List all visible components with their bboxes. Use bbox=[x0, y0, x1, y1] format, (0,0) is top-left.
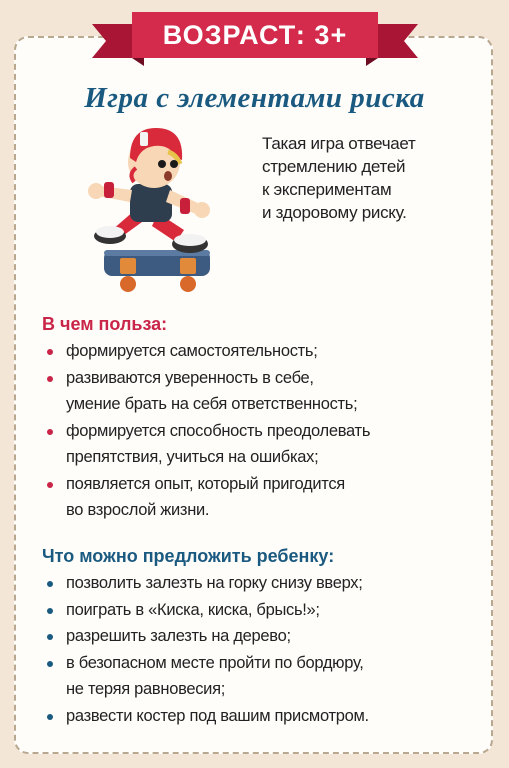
age-badge-label: ВОЗРАСТ: 3+ bbox=[162, 19, 348, 50]
list-item-line: не теряя равновесия; bbox=[66, 680, 226, 698]
list-item-line: позволить залезть на горку снизу вверх; bbox=[66, 574, 363, 592]
list-item-line: появляется опыт, который пригодится bbox=[66, 474, 345, 493]
page-title: Игра с элементами риска bbox=[84, 82, 425, 114]
benefits-heading: В чем польза: bbox=[42, 314, 168, 334]
list-item-line: препятствия, учиться на ошибках; bbox=[66, 448, 319, 466]
list-item-line: умение брать на себя ответственность; bbox=[66, 395, 358, 413]
list-item-line: поиграть в «Киска, киска, брысь!»; bbox=[66, 600, 320, 619]
list-item bbox=[44, 650, 484, 703]
list-item-line: формируется способность преодолевать bbox=[66, 421, 371, 440]
list-item-line: разрешить залезть на дерево; bbox=[66, 627, 291, 645]
intro-line: и здоровому риску. bbox=[262, 203, 407, 222]
list-item-line: развести костер под вашим присмотром. bbox=[66, 706, 369, 725]
list-item bbox=[44, 471, 484, 524]
suggestions-heading: Что можно предложить ребенку: bbox=[42, 546, 335, 566]
list-item-line: во взрослой жизни. bbox=[66, 501, 210, 519]
age-badge bbox=[92, 6, 418, 68]
benefits-list bbox=[44, 338, 484, 524]
list-item bbox=[44, 338, 484, 365]
intro-text bbox=[262, 132, 482, 224]
list-item-line: формируется самостоятельность; bbox=[66, 342, 318, 360]
list-item bbox=[44, 597, 484, 624]
list-item bbox=[44, 703, 484, 730]
intro-line: стремлению детей bbox=[262, 157, 406, 176]
list-item bbox=[44, 570, 484, 597]
list-item-line: развиваются уверенность в себе, bbox=[66, 368, 314, 387]
list-item bbox=[44, 623, 484, 650]
child-on-skateboard-icon bbox=[80, 118, 230, 298]
intro-line: к экспериментам bbox=[262, 180, 392, 199]
list-item-line: в безопасном месте пройти по бордюру, bbox=[66, 653, 364, 672]
suggestions-list bbox=[44, 570, 484, 729]
list-item bbox=[44, 418, 484, 471]
list-item bbox=[44, 365, 484, 418]
intro-line: Такая игра отвечает bbox=[262, 134, 416, 153]
